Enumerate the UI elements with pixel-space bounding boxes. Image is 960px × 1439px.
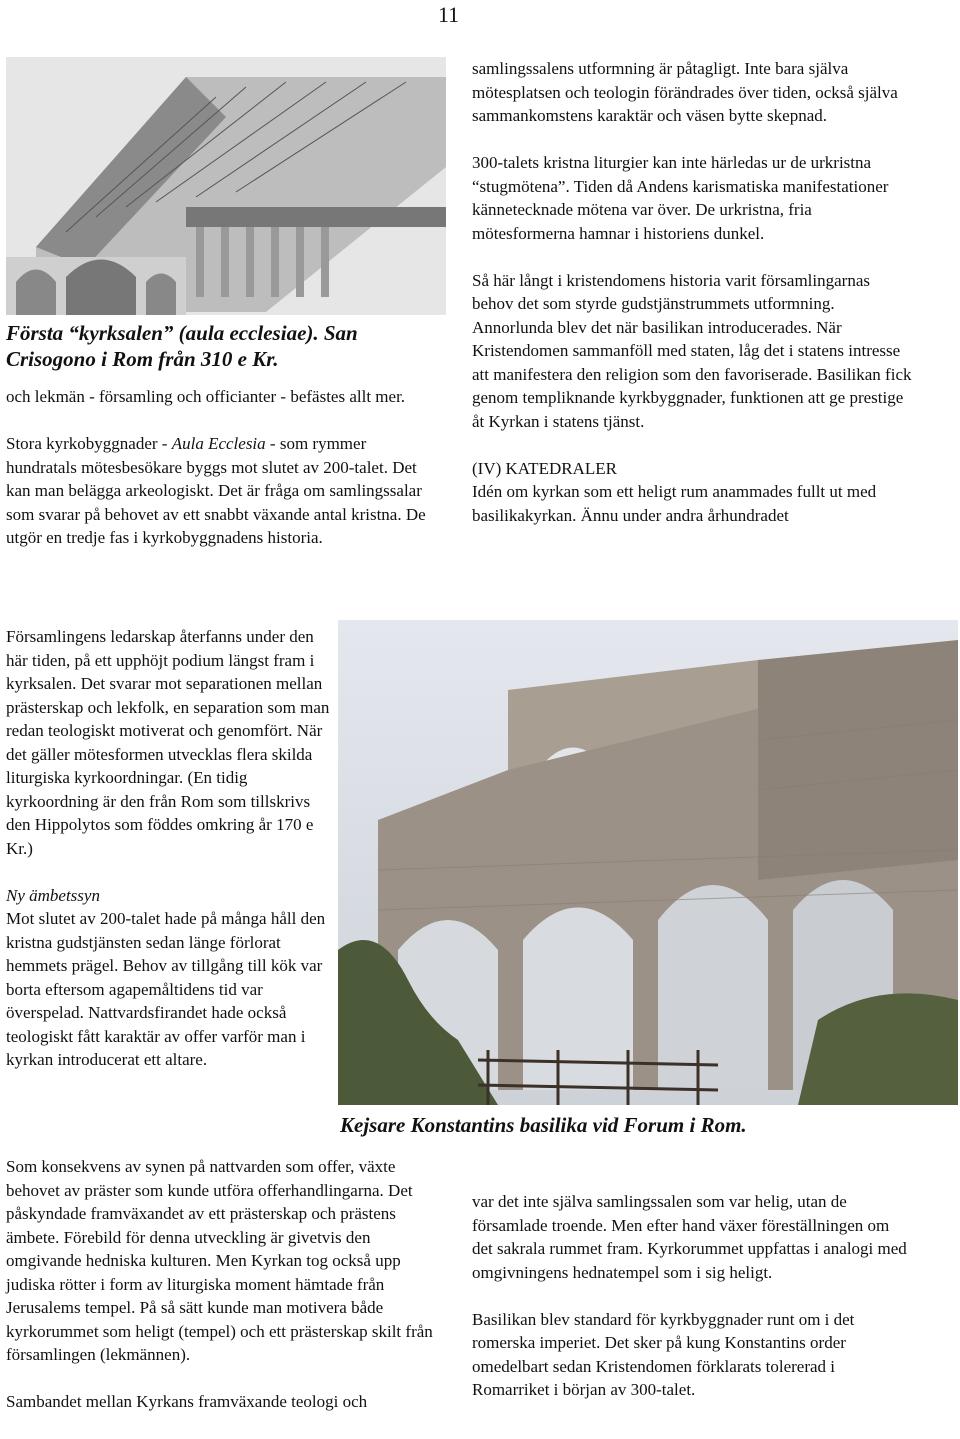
paragraph [6,432,438,550]
caption-line: Första “kyrksalen” (aula ecclesiae). San [6,321,358,345]
figure-caption-basilica: Kejsare Konstantins basilika vid Forum i Rom. [340,1113,747,1137]
text-run: Stora kyrkobyggnader - [6,434,172,453]
right-text-block-2 [472,1190,912,1402]
paragraph: Basilikan blev standard för kyrkbyggnader runt om i det romerska imperiet. Det sker på kung Konstantins order omedelbart sedan Kristendomen förklarats tolererad i Romarriket i början av 300-talet. [472,1309,855,1399]
text-italic: Aula Ecclesia [171,434,266,453]
right-text-block-1 [472,57,912,527]
text-run: - som rymmer hundratals mötesbesökare byggs mot slutet av 200-talet. Det kan man belägga arkeologiskt. Det är fråga om samlingssalar som svarar på behovet av ett snabbt växande antal kristna. De utgör en tredje fas i kyrkobyggnadens historia. [6,434,426,547]
left-text-block-1 [6,385,438,550]
paragraph: Församlingens ledarskap återfanns under den här tiden, på ett upphöjt podium längst fram i kyrksalen. Det svarar mot separationen mellan prästerskap och lekfolk, en separation som man redan teologiskt motiverat och genomfört. När det gäller mötesformen utvecklas flera skilda liturgiska kyrkoordningar. (En tidig kyrkoordning är den från Rom som tillskrivs den Hippolytos som föddes omkring år 170 e Kr.) [6,627,330,858]
paragraph: Som konsekvens av synen på nattvarden som offer, växte behovet av präster som kunde utföra offerhandlingarna. Det påskyndade framväxandet av ett prästerskap och prästens ämbete. Förebild för denna utveckling är givetvis den omgivande hedniska kulturen. Men Kyrkan tog också upp judiska rötter i form av liturgiska moment hämtade från Jerusalems tempel. På så sätt kunde man motivera både kyrkorummet som heligt (tempel) och ett prästerskap skilt från församlingen (lekmännen). [6,1157,433,1364]
subheading: Ny ämbetssyn [6,885,100,905]
page-number: 11 [438,2,460,27]
left-text-block-2 [6,625,336,1072]
caption-line: Crisogono i Rom från 310 e Kr. [6,347,279,371]
paragraph: Sambandet mellan Kyrkans framväxande teologi och [6,1392,368,1411]
paragraph: Så här långt i kristendomens historia varit församlingarnas behov det som styrde gudstjänstrummets utformning. Annorlunda blev det när basilikan introducerades. När Kristendomen sammanföll med staten, låg det i statens intresse att manifestera den religion som den favoriserade. Basilikan fick genom templiknande kyrkbyggnader, funktionen att ge prestige åt Kyrkan i statens tjänst. [472,270,912,431]
paragraph: 300-talets kristna liturgier kan inte härledas ur de urkristna “stugmötena”. Tiden då Andens karismatiska manifestationer kännetecknade mötena var över. De urkristna, fria mötesformerna hamnar i historiens dunkel. [472,153,889,243]
paragraph: Idén om kyrkan som ett heligt rum anammades fullt ut med basilikakyrkan. Ännu under andra århundradet [472,482,877,525]
left-text-block-3 [6,1155,438,1414]
paragraph: var det inte själva samlingssalen som var helig, utan de församlade troende. Men efter hand växer föreställningen om det sakrala rummet fram. Kyrkorummet uppfattas i analogi med omgivningens hednatempel som i sig heligt. [472,1192,907,1282]
paragraph: samlingssalens utformning är påtagligt. Inte bara själva mötesplatsen och teologin förändrades över tiden, också själva sammankomstens karaktär och väsen bytte skepnad. [472,59,898,125]
section-heading: (IV) KATEDRALER [472,458,617,478]
basilica-photo [338,620,958,1105]
paragraph: och lekmän - församling och officianter - befästes allt mer. [6,387,406,406]
figure-caption-church-hall [6,320,446,372]
church-hall-illustration [6,57,446,315]
paragraph: Mot slutet av 200-talet hade på många håll den kristna gudstjänsten sedan länge förlorat hemmets prägel. Behov av tillgång till kök var borta eftersom agapemåltidens tid var överspelad. Nattvardsfirandet hade också teologiskt fått karaktär av offer varför man i kyrkan introducerat ett altare. [6,909,326,1069]
